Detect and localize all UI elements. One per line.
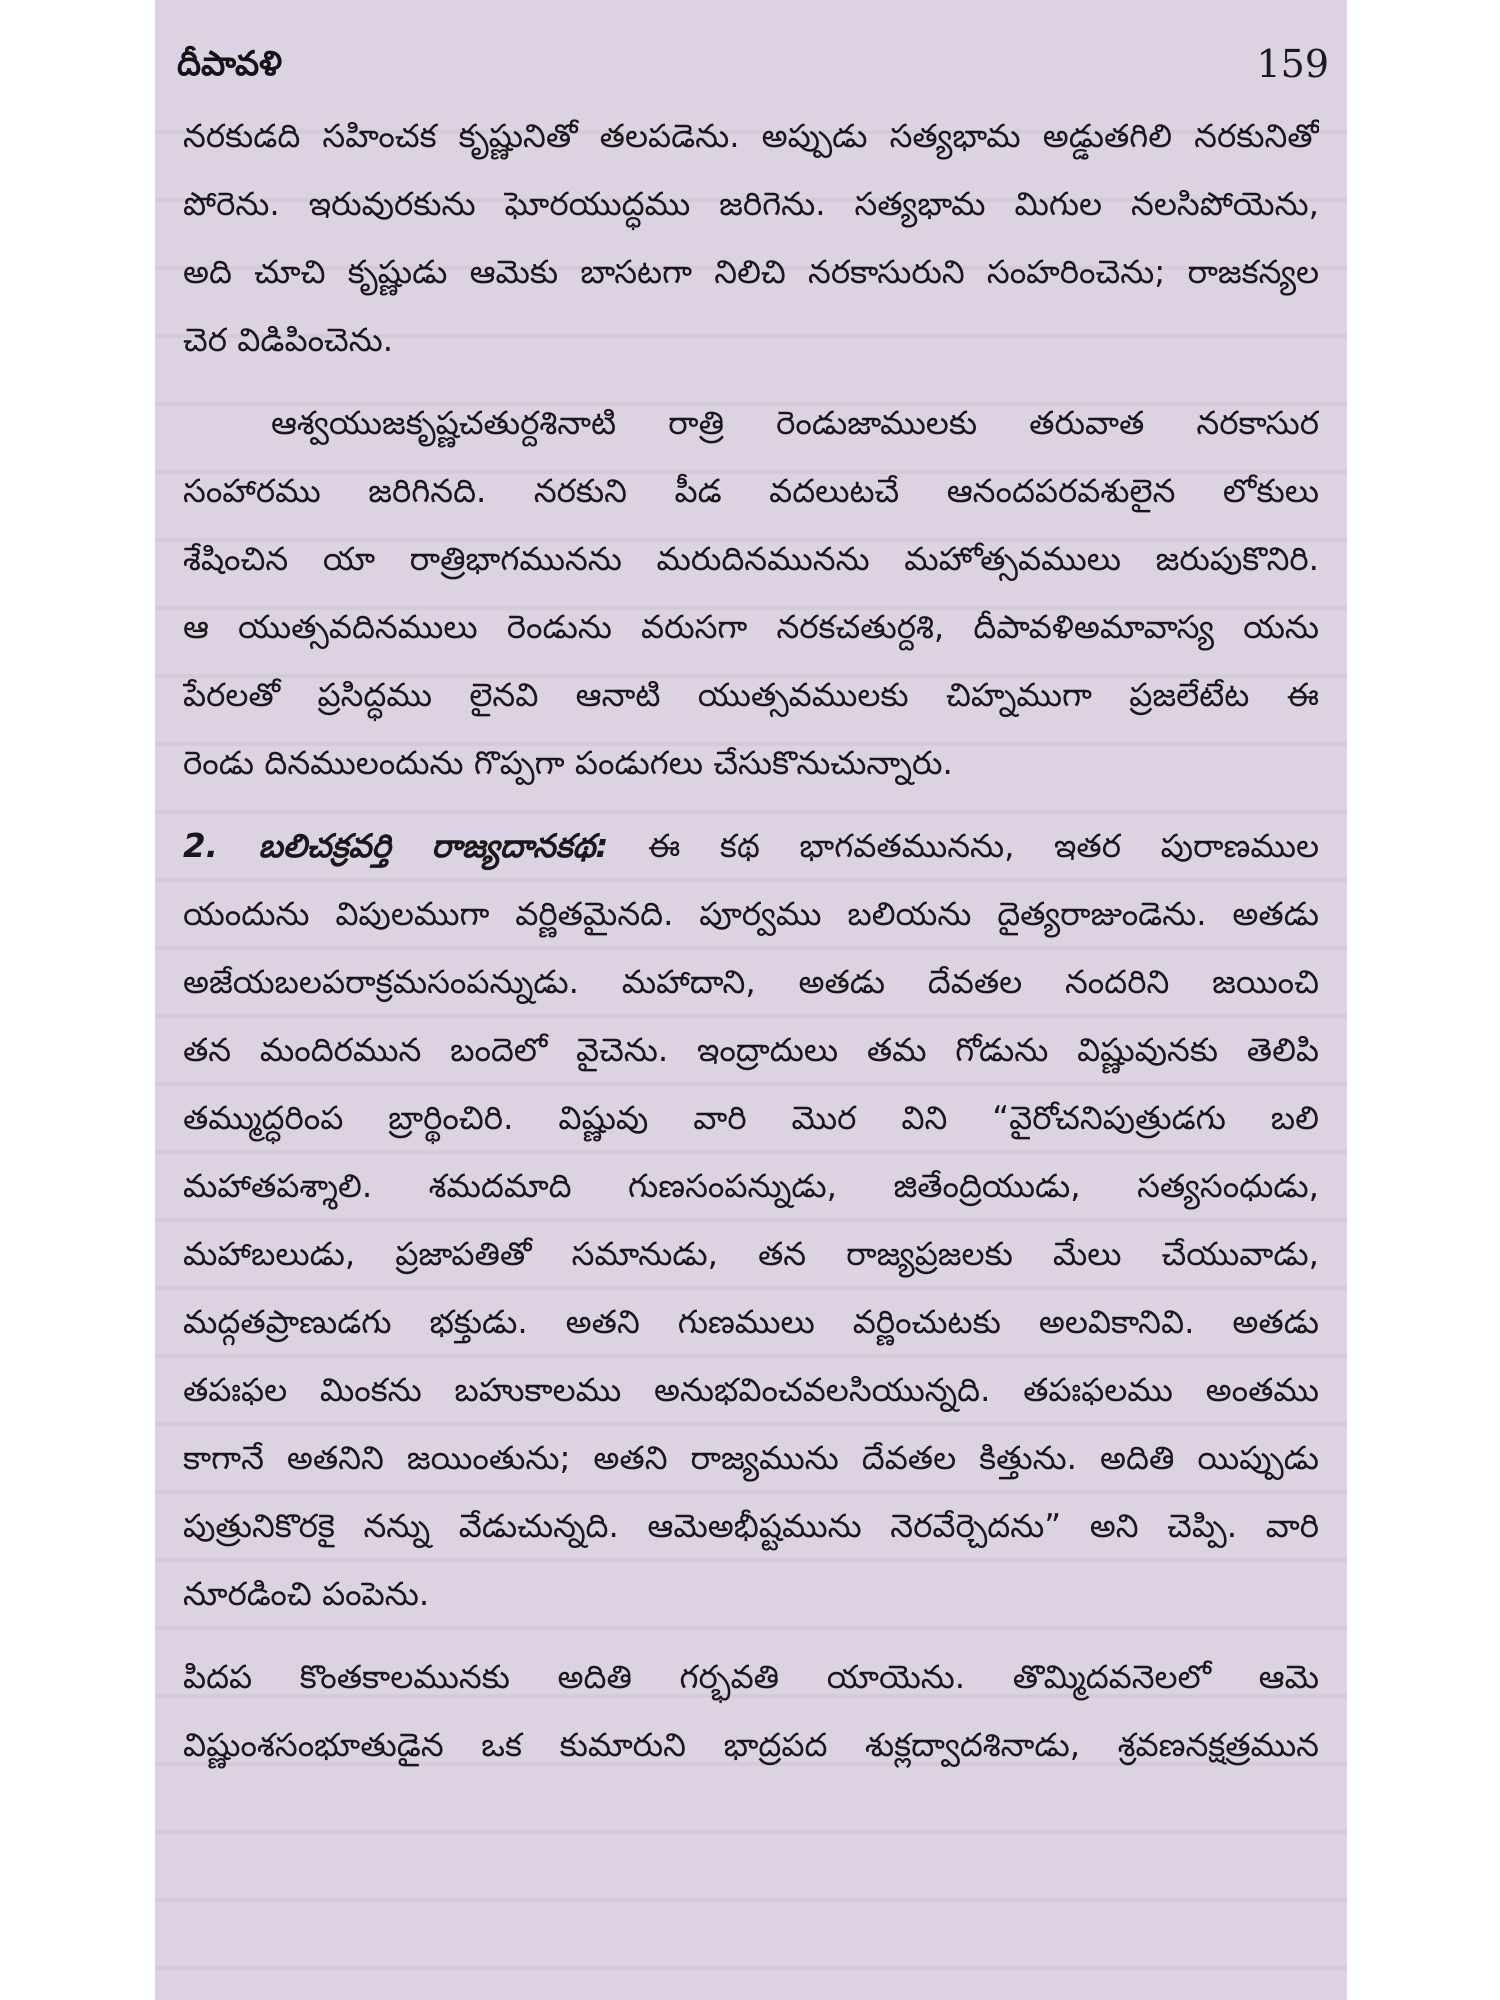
text-line: ఆశ్వయుజకృష్ణచతుర్దశినాటి రాత్రి రెండుజాములకు తరువాత నరకాసుర [271, 404, 1319, 442]
paragraph-gap [183, 797, 1319, 812]
text-line: మద్గతప్రాణుడగు భక్తుడు. అతని గుణములు వర్ణించుటకు అలవికానివి. అతడు [183, 1303, 1319, 1341]
paragraph [183, 102, 1319, 374]
text-line: చెర విడిపించెను. [183, 321, 394, 359]
text-line: సంహారము జరిగినది. నరకుని పీడ వదలుటచే ఆనందపరవశులైన లోకులు [183, 472, 1319, 510]
text-line: శేషించిన యా రాత్రిభాగమునను మరుదినమునను మహోత్సవములు జరుపుకొనిరి. [183, 540, 1319, 578]
page-header [177, 40, 1329, 100]
book-page [155, 0, 1347, 2000]
text-line: నరకుడది సహించక కృష్ణునితో తలపడెను. అప్పుడు సత్యభామ అడ్డుతగిలి నరకునితో [183, 117, 1319, 155]
text-line: తన మందిరమున బందెలో వైచెను. ఇంద్రాదులు తమ గోడును విష్ణువునకు తెలిపి [183, 1031, 1319, 1069]
text-line: నూరడించి పంపెను. [183, 1575, 430, 1613]
paragraph [183, 1643, 1319, 1779]
text-line: కాగానే అతనిని జయింతును; అతని రాజ్యమును దేవతల కిత్తును. అదితి యిప్పుడు [183, 1439, 1319, 1477]
text-line: విష్ణుంశసంభూతుడైన ఒక కుమారుని భాద్రపద శుక్లద్వాదశినాడు, శ్రవణనక్షత్రమున [183, 1726, 1319, 1764]
text-line: మహాతపశ్శాలి. శమదమాది గుణసంపన్నుడు, జితేంద్రియుడు, సత్యసంధుడు, [183, 1167, 1319, 1205]
paragraph [183, 812, 1319, 1628]
text-line: తమ్ముద్ధరింప బ్రార్థించిరి. విష్ణువు వారి మొర విని “వైరోచనిపుత్రుడగు బలి [183, 1099, 1319, 1137]
text-line [183, 812, 1319, 880]
text-span: ఈ కథ భాగవతమునను, ఇతర పురాణముల [608, 827, 1319, 865]
text-line: రెండు దినములందును గొప్పగా పండుగలు చేసుకొనుచున్నారు. [183, 744, 953, 782]
paragraph [183, 389, 1319, 797]
text-line: తపఃఫల మింకను బహుకాలము అనుభవించవలసియున్నది. తపఃఫలము అంతము [183, 1371, 1319, 1409]
running-head: దీపావళి [177, 44, 283, 84]
text-line: అజేయబలపరాక్రమసంపన్నుడు. మహాదాని, అతడు దేవతల నందరిని జయించి [183, 963, 1319, 1001]
text-line: మహాబలుడు, ప్రజాపతితో సమానుడు, తన రాజ్యప్రజలకు మేలు చేయువాడు, [183, 1235, 1319, 1273]
text-line: పిదప కొంతకాలమునకు అదితి గర్భవతి యాయెను. తొమ్మిదవనెలలో ఆమె [183, 1658, 1319, 1696]
section-heading: 2. బలిచక్రవర్తి రాజ్యదానకథ: [183, 827, 609, 865]
text-line: అది చూచి కృష్ణుడు ఆమెకు బాసటగా నిలిచి నరకాసురుని సంహరించెను; రాజకన్యల [183, 253, 1319, 291]
paragraph-gap [183, 374, 1319, 389]
page-body [183, 102, 1319, 1779]
page-number: 159 [1256, 42, 1329, 86]
text-line: ఆ యుత్సవదినములు రెండును వరుసగా నరకచతుర్దశి, దీపావళిఅమావాస్య యను [183, 608, 1319, 646]
text-line: పేరలతో ప్రసిద్ధము లైనవి ఆనాటి యుత్సవములకు చిహ్నముగా ప్రజలేటేట ఈ [183, 676, 1319, 714]
text-line: పోరెను. ఇరువురకును ఘోరయుద్ధము జరిగెను. సత్యభామ మిగుల నలసిపోయెను, [183, 185, 1319, 223]
text-line: యందును విపులముగా వర్ణితమైనది. పూర్వము బలియను దైత్యరాజుండెను. అతడు [183, 895, 1319, 933]
text-line: పుత్రునికొరకై నన్ను వేడుచున్నది. ఆమెఅభీష్టమును నెరవేర్చెదను” అని చెప్పి. వారి [183, 1507, 1319, 1545]
paragraph-gap [183, 1628, 1319, 1643]
